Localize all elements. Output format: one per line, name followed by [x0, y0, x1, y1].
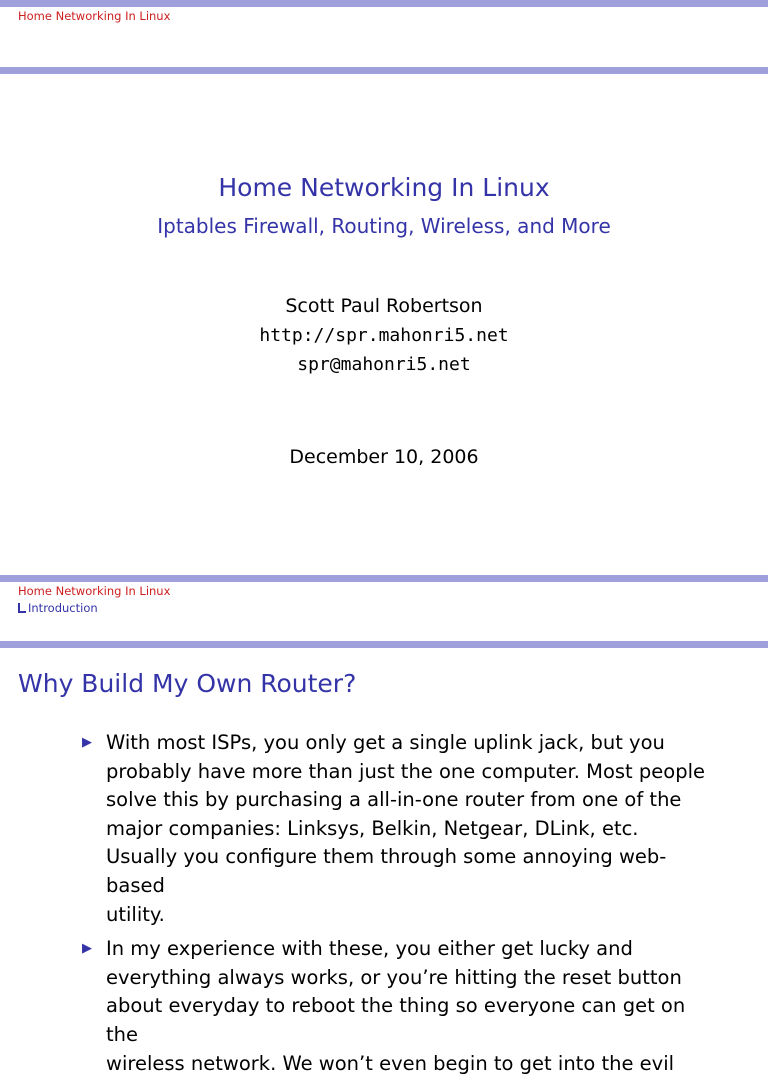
slide1-header-title[interactable]: Home Networking In Linux [18, 9, 171, 23]
bullet-list [82, 729, 722, 1084]
section-label: Introduction [28, 601, 98, 615]
slide1-top-bar [0, 0, 768, 7]
slide2-header-bar [0, 641, 768, 648]
slide2-header-title[interactable]: Home Networking In Linux [18, 584, 171, 598]
corner-bracket-icon [18, 603, 26, 613]
section-breadcrumb[interactable] [18, 601, 98, 615]
triangle-bullet-icon: ▶ [82, 941, 92, 957]
presentation-title: Home Networking In Linux [218, 173, 550, 202]
slide2-top-bar [0, 575, 768, 582]
list-item [82, 935, 722, 1078]
author-email[interactable]: spr@mahonri5.net [297, 354, 471, 375]
bullet-text: With most ISPs, you only get a single uplink jack, but you probably have more than just the one computer. Most people solve this by purchasing a all-in-one router from one of the major companies: Linksys, Belkin, Netgear, DLink, etc. Usually you configure them through some annoying web-based utility. [106, 731, 705, 926]
list-item [82, 729, 722, 929]
slide1-header-bar [0, 67, 768, 74]
presentation-date: December 10, 2006 [289, 446, 479, 468]
author-name: Scott Paul Robertson [285, 295, 483, 317]
triangle-bullet-icon: ▶ [82, 735, 92, 750]
presentation-subtitle: Iptables Firewall, Routing, Wireless, and More [157, 214, 611, 238]
author-url[interactable]: http://spr.mahonri5.net [259, 325, 509, 346]
bullet-text: In my experience with these, you either get lucky and everything always works, or you’re hitting the reset button about everyday to reboot the thing so everyone can get on the wireless network. We won’t even begin to get into the evil [106, 937, 686, 1075]
frame-title: Why Build My Own Router? [18, 669, 357, 698]
